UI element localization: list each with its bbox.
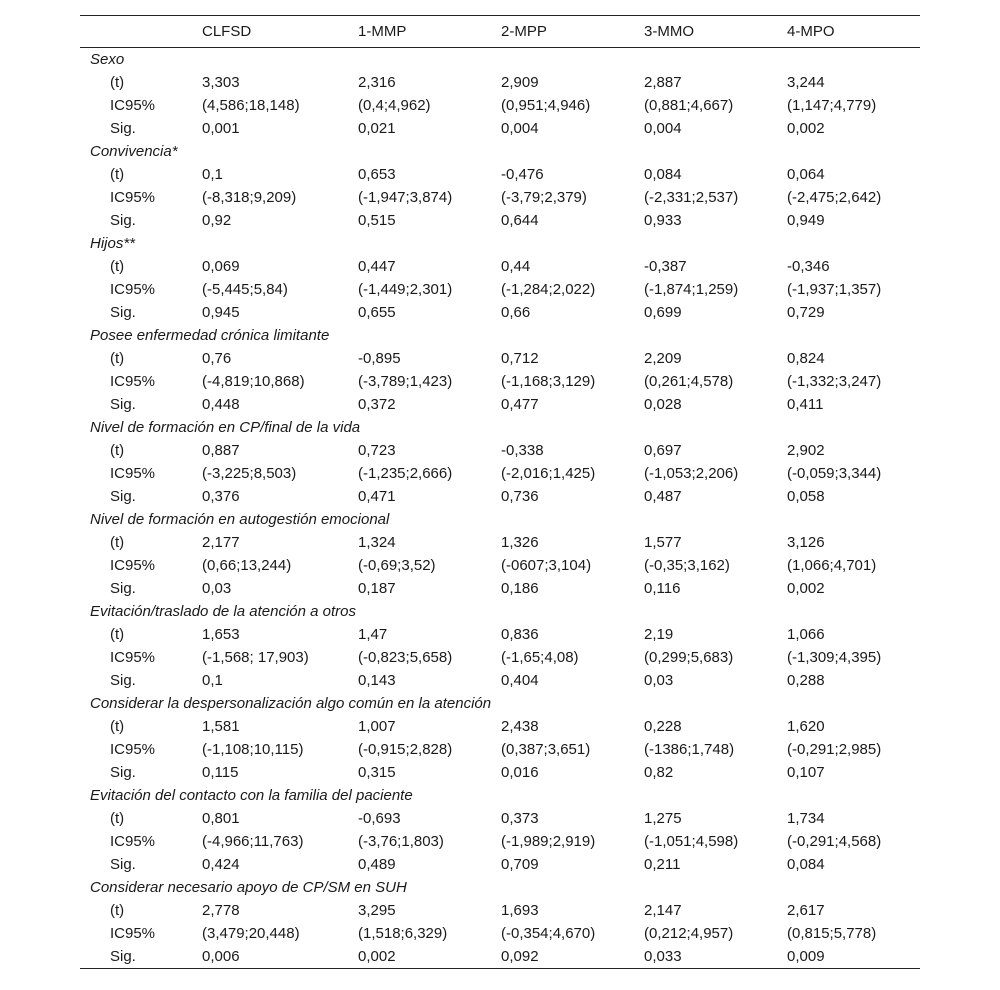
stat-label: IC95% — [110, 373, 156, 390]
table-row — [80, 255, 920, 278]
group-label: Evitación del contacto con la familia del paciente — [90, 787, 413, 804]
table-cell: 0,228 — [644, 718, 682, 735]
group-row — [80, 324, 920, 347]
table-cell: 1,066 — [787, 626, 825, 643]
table-cell: 0,411 — [787, 396, 824, 413]
table-cell: 0,186 — [501, 580, 539, 597]
table-cell: (-1,937;1,357) — [787, 281, 882, 298]
table-cell: 0,515 — [358, 212, 396, 229]
table-cell: 0,477 — [501, 396, 539, 413]
table-cell: 1,693 — [501, 902, 539, 919]
stat-label: Sig. — [110, 672, 136, 689]
table-cell: 1,007 — [358, 718, 396, 735]
table-row — [80, 301, 920, 324]
table-cell: 2,778 — [202, 902, 240, 919]
table-cell: (0,387;3,651) — [501, 741, 591, 758]
table-row — [80, 646, 920, 669]
table-cell: -0,338 — [501, 442, 544, 459]
stat-label: (t) — [110, 166, 125, 183]
table-cell: 0,021 — [358, 120, 396, 137]
table-row — [80, 554, 920, 577]
table-cell: 1,324 — [358, 534, 396, 551]
stat-label: (t) — [110, 718, 125, 735]
table-body — [80, 48, 920, 968]
table-cell: 0,002 — [787, 580, 825, 597]
stat-label: Sig. — [110, 948, 136, 965]
table-row — [80, 94, 920, 117]
table-cell: 3,126 — [787, 534, 825, 551]
stat-label: (t) — [110, 350, 125, 367]
table-row — [80, 830, 920, 853]
table-cell: -0,895 — [358, 350, 401, 367]
table-cell: (-1,235;2,666) — [358, 465, 453, 482]
table-cell: (-1,309;4,395) — [787, 649, 882, 666]
table-cell: (-1,168;3,129) — [501, 373, 596, 390]
table-cell: 2,209 — [644, 350, 682, 367]
stat-label: Sig. — [110, 488, 136, 505]
stat-label: IC95% — [110, 465, 156, 482]
table-bottom-rule — [80, 968, 920, 969]
table-cell: 0,03 — [644, 672, 674, 689]
table-cell: (-3,789;1,423) — [358, 373, 453, 390]
table-cell: (1,147;4,779) — [787, 97, 877, 114]
table-cell: (-3,76;1,803) — [358, 833, 444, 850]
table-row — [80, 439, 920, 462]
group-label: Nivel de formación en autogestión emocional — [90, 511, 390, 528]
table-cell: (-2,475;2,642) — [787, 189, 882, 206]
table-cell: 0,116 — [644, 580, 681, 597]
table-cell: 0,447 — [358, 258, 396, 275]
table-cell: 0,115 — [202, 764, 239, 781]
table-cell: 1,653 — [202, 626, 240, 643]
table-cell: 0,004 — [644, 120, 682, 137]
table-cell: 0,084 — [787, 856, 825, 873]
table-cell: 2,617 — [787, 902, 825, 919]
table-cell: -0,476 — [501, 166, 544, 183]
table-cell: (-1386;1,748) — [644, 741, 735, 758]
table-cell: 0,404 — [501, 672, 539, 689]
table-cell: 0,82 — [644, 764, 674, 781]
table-cell: (-3,225;8,503) — [202, 465, 297, 482]
table-cell: 2,147 — [644, 902, 682, 919]
table-cell: (-0,291;2,985) — [787, 741, 882, 758]
table-row — [80, 807, 920, 830]
stat-label: (t) — [110, 626, 125, 643]
table-cell: 1,47 — [358, 626, 388, 643]
table-cell: 2,316 — [358, 74, 396, 91]
table-cell: 0,009 — [787, 948, 825, 965]
table-row — [80, 209, 920, 232]
table-cell: 0,006 — [202, 948, 240, 965]
table-cell: 0,44 — [501, 258, 531, 275]
table-cell: (-3,79;2,379) — [501, 189, 587, 206]
stat-label: (t) — [110, 534, 125, 551]
table-row — [80, 899, 920, 922]
table-cell: (-5,445;5,84) — [202, 281, 288, 298]
table-cell: (-4,966;11,763) — [202, 833, 304, 850]
table-cell: 0,372 — [358, 396, 396, 413]
stat-label: (t) — [110, 74, 125, 91]
table-row — [80, 278, 920, 301]
table-cell: 0,729 — [787, 304, 825, 321]
table-cell: 1,275 — [644, 810, 682, 827]
table-cell: -0,346 — [787, 258, 830, 275]
stat-label: IC95% — [110, 649, 156, 666]
stat-label: (t) — [110, 810, 125, 827]
column-header: 1-MMP — [358, 23, 407, 40]
stat-label: Sig. — [110, 764, 136, 781]
table-row — [80, 462, 920, 485]
group-label: Convivencia* — [90, 143, 178, 160]
table-cell: (-1,874;1,259) — [644, 281, 739, 298]
stat-label: (t) — [110, 258, 125, 275]
table-cell: 3,303 — [202, 74, 240, 91]
table-cell: 0,712 — [501, 350, 539, 367]
table-cell: 1,326 — [501, 534, 539, 551]
stat-label: Sig. — [110, 304, 136, 321]
stat-label: Sig. — [110, 580, 136, 597]
table-cell: (4,586;18,148) — [202, 97, 300, 114]
table-cell: 1,577 — [644, 534, 682, 551]
column-header: 3-MMO — [644, 23, 694, 40]
table-cell: 0,448 — [202, 396, 240, 413]
table-row — [80, 738, 920, 761]
stat-label: IC95% — [110, 833, 156, 850]
table-cell: 0,92 — [202, 212, 232, 229]
table-cell: -0,387 — [644, 258, 687, 275]
table-cell: 0,644 — [501, 212, 539, 229]
table-cell: 0,66 — [501, 304, 531, 321]
group-label: Sexo — [90, 51, 125, 68]
table-cell: (0,951;4,946) — [501, 97, 591, 114]
column-header: 4-MPO — [787, 23, 835, 40]
table-row — [80, 853, 920, 876]
group-label: Evitación/traslado de la atención a otros — [90, 603, 356, 620]
table-cell: (1,066;4,701) — [787, 557, 877, 574]
table-cell: (-0,35;3,162) — [644, 557, 730, 574]
table-cell: (0,66;13,244) — [202, 557, 292, 574]
table-cell: 0,107 — [787, 764, 825, 781]
stat-label: IC95% — [110, 281, 156, 298]
table-row — [80, 715, 920, 738]
table-cell: (-1,947;3,874) — [358, 189, 453, 206]
group-row — [80, 692, 920, 715]
table-row — [80, 531, 920, 554]
group-row — [80, 48, 920, 71]
table-cell: (0,4;4,962) — [358, 97, 431, 114]
group-row — [80, 876, 920, 899]
table-cell: (-0607;3,104) — [501, 557, 592, 574]
table-cell: (-0,291;4,568) — [787, 833, 882, 850]
group-label: Nivel de formación en CP/final de la vida — [90, 419, 361, 436]
stat-label: IC95% — [110, 189, 156, 206]
stat-label: Sig. — [110, 856, 136, 873]
table-cell: (-1,332;3,247) — [787, 373, 882, 390]
table-cell: 0,092 — [501, 948, 539, 965]
table-cell: (3,479;20,448) — [202, 925, 300, 942]
table-cell: 0,001 — [202, 120, 240, 137]
table-cell: 0,373 — [501, 810, 539, 827]
table-cell: 1,581 — [202, 718, 240, 735]
table-cell: 0,655 — [358, 304, 396, 321]
group-label: Considerar necesario apoyo de CP/SM en SUH — [90, 879, 407, 896]
table-cell: 0,143 — [358, 672, 396, 689]
group-label: Considerar la despersonalización algo común en la atención — [90, 695, 492, 712]
table-cell: 0,736 — [501, 488, 539, 505]
stat-label: IC95% — [110, 925, 156, 942]
table-cell: 0,211 — [644, 856, 681, 873]
group-row — [80, 784, 920, 807]
table-cell: (-0,059;3,344) — [787, 465, 882, 482]
table-cell: (-1,989;2,919) — [501, 833, 596, 850]
table-cell: 0,945 — [202, 304, 240, 321]
table-row — [80, 761, 920, 784]
table-cell: 0,288 — [787, 672, 825, 689]
table-cell: 2,19 — [644, 626, 674, 643]
group-row — [80, 232, 920, 255]
table-row — [80, 347, 920, 370]
table-cell: (0,261;4,578) — [644, 373, 734, 390]
table-cell: (-2,016;1,425) — [501, 465, 596, 482]
group-row — [80, 600, 920, 623]
table-cell: 0,949 — [787, 212, 825, 229]
table-row — [80, 117, 920, 140]
table-row — [80, 71, 920, 94]
stat-label: (t) — [110, 902, 125, 919]
group-row — [80, 140, 920, 163]
column-header: 2-MPP — [501, 23, 547, 40]
table-cell: 0,836 — [501, 626, 539, 643]
table-cell: 0,315 — [358, 764, 396, 781]
table-cell: 1,734 — [787, 810, 825, 827]
table-cell: 0,069 — [202, 258, 240, 275]
table-cell: 2,177 — [202, 534, 240, 551]
table-cell: 3,244 — [787, 74, 825, 91]
stat-label: IC95% — [110, 97, 156, 114]
column-header: CLFSD — [202, 23, 252, 40]
table-cell: 0,002 — [787, 120, 825, 137]
table-cell: -0,693 — [358, 810, 401, 827]
table-cell: (0,881;4,667) — [644, 97, 734, 114]
table-cell: 0,723 — [358, 442, 396, 459]
table-row — [80, 945, 920, 968]
table-cell: 0,016 — [501, 764, 539, 781]
table-cell: 2,887 — [644, 74, 682, 91]
table-cell: 0,824 — [787, 350, 825, 367]
stat-label: IC95% — [110, 741, 156, 758]
table-cell: (-0,823;5,658) — [358, 649, 453, 666]
table-cell: 0,028 — [644, 396, 682, 413]
table-row — [80, 623, 920, 646]
table-cell: 0,489 — [358, 856, 396, 873]
table-cell: 0,033 — [644, 948, 682, 965]
table-cell: (1,518;6,329) — [358, 925, 448, 942]
table-cell: 0,887 — [202, 442, 240, 459]
table-cell: 3,295 — [358, 902, 396, 919]
table-cell: 2,909 — [501, 74, 539, 91]
table-cell: (-4,819;10,868) — [202, 373, 305, 390]
table-cell: 0,471 — [358, 488, 396, 505]
table-cell: 0,064 — [787, 166, 825, 183]
table-row — [80, 163, 920, 186]
table-cell: 0,424 — [202, 856, 240, 873]
stat-label: Sig. — [110, 396, 136, 413]
table-cell: 0,1 — [202, 672, 223, 689]
table-row — [80, 669, 920, 692]
table-cell: 0,76 — [202, 350, 232, 367]
table-cell: (-1,053;2,206) — [644, 465, 739, 482]
table-cell: 0,709 — [501, 856, 539, 873]
table-cell: (-0,354;4,670) — [501, 925, 596, 942]
table-row — [80, 922, 920, 945]
table-row — [80, 186, 920, 209]
table-cell: (-1,65;4,08) — [501, 649, 579, 666]
table-cell: (-0,915;2,828) — [358, 741, 453, 758]
stat-label: IC95% — [110, 557, 156, 574]
table-cell: 1,620 — [787, 718, 825, 735]
table-cell: 0,004 — [501, 120, 539, 137]
table-cell: 0,084 — [644, 166, 682, 183]
table-cell: (-1,449;2,301) — [358, 281, 453, 298]
group-label: Posee enfermedad crónica limitante — [90, 327, 330, 344]
table-cell: 0,653 — [358, 166, 396, 183]
table-row — [80, 393, 920, 416]
table-cell: 0,03 — [202, 580, 232, 597]
table-cell: 0,1 — [202, 166, 223, 183]
stat-label: Sig. — [110, 120, 136, 137]
group-row — [80, 508, 920, 531]
table-row — [80, 485, 920, 508]
table-cell: (-1,284;2,022) — [501, 281, 596, 298]
table-cell: (-0,69;3,52) — [358, 557, 436, 574]
table-cell: (0,212;4,957) — [644, 925, 734, 942]
group-label: Hijos** — [90, 235, 136, 252]
table-cell: 0,002 — [358, 948, 396, 965]
table-cell: (-2,331;2,537) — [644, 189, 739, 206]
group-row — [80, 416, 920, 439]
stat-label: (t) — [110, 442, 125, 459]
table-cell: 2,902 — [787, 442, 825, 459]
table-cell: 0,187 — [358, 580, 396, 597]
table-cell: (-1,108;10,115) — [202, 741, 304, 758]
stat-label: Sig. — [110, 212, 136, 229]
table-cell: 0,699 — [644, 304, 682, 321]
table-cell: (0,299;5,683) — [644, 649, 734, 666]
table-cell: 0,487 — [644, 488, 682, 505]
table-cell: 0,058 — [787, 488, 825, 505]
table-cell: 0,933 — [644, 212, 682, 229]
table-cell: (0,815;5,778) — [787, 925, 877, 942]
table-header-row — [80, 16, 920, 47]
table-row — [80, 370, 920, 393]
table-cell: (-1,051;4,598) — [644, 833, 739, 850]
table-cell: 0,697 — [644, 442, 682, 459]
table-cell: 2,438 — [501, 718, 539, 735]
table-cell: (-1,568; 17,903) — [202, 649, 309, 666]
table-cell: 0,376 — [202, 488, 240, 505]
statistics-table — [80, 15, 920, 969]
table-cell: (-8,318;9,209) — [202, 189, 297, 206]
table-row — [80, 577, 920, 600]
table-cell: 0,801 — [202, 810, 240, 827]
